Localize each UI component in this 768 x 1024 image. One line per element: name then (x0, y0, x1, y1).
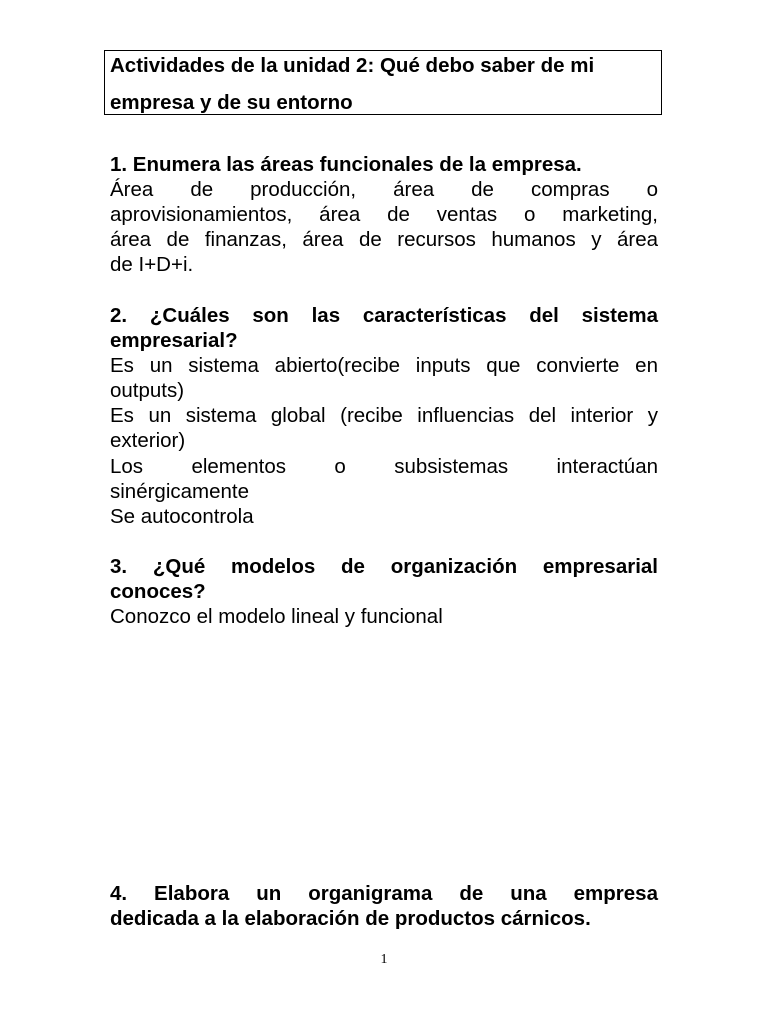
title-line-1: Actividades de la unidad 2: Qué debo saber de mi (110, 54, 595, 77)
question-1-answer-line: aprovisionamientos, área de ventas o marketing, (110, 203, 658, 226)
question-4-heading: 4. Elabora un organigrama de una empresa (110, 882, 658, 905)
question-1-answer-line: Área de producción, área de compras o (110, 178, 658, 201)
question-3-heading: 3. ¿Qué modelos de organización empresarial (110, 555, 658, 578)
title-line-2: empresa y de su entorno (110, 91, 353, 114)
question-2-answer-line: Los elementos o subsistemas interactúan (110, 455, 658, 478)
question-2-answer-line: Es un sistema abierto(recibe inputs que convierte en (110, 354, 658, 377)
question-2-answer-line: outputs) (110, 379, 185, 402)
question-2-heading: empresarial? (110, 329, 238, 352)
question-2-answer-line: exterior) (110, 429, 186, 452)
question-1-answer-line: de I+D+i. (110, 253, 194, 276)
question-2-answer-line: Se autocontrola (110, 505, 254, 528)
question-3-answer: Conozco el modelo lineal y funcional (110, 605, 443, 628)
title-box (104, 50, 662, 115)
question-1-answer-line: área de finanzas, área de recursos humanos y área (110, 228, 658, 251)
question-2-answer-line: sinérgicamente (110, 480, 250, 503)
question-1-heading: 1. Enumera las áreas funcionales de la empresa. (110, 153, 582, 176)
question-3-heading: conoces? (110, 580, 206, 603)
page-number: 1 (380, 952, 388, 967)
question-4-heading: dedicada a la elaboración de productos cárnicos. (110, 907, 591, 930)
question-2-heading: 2. ¿Cuáles son las características del sistema (110, 304, 658, 327)
question-2-answer-line: Es un sistema global (recibe influencias del interior y (110, 404, 658, 427)
